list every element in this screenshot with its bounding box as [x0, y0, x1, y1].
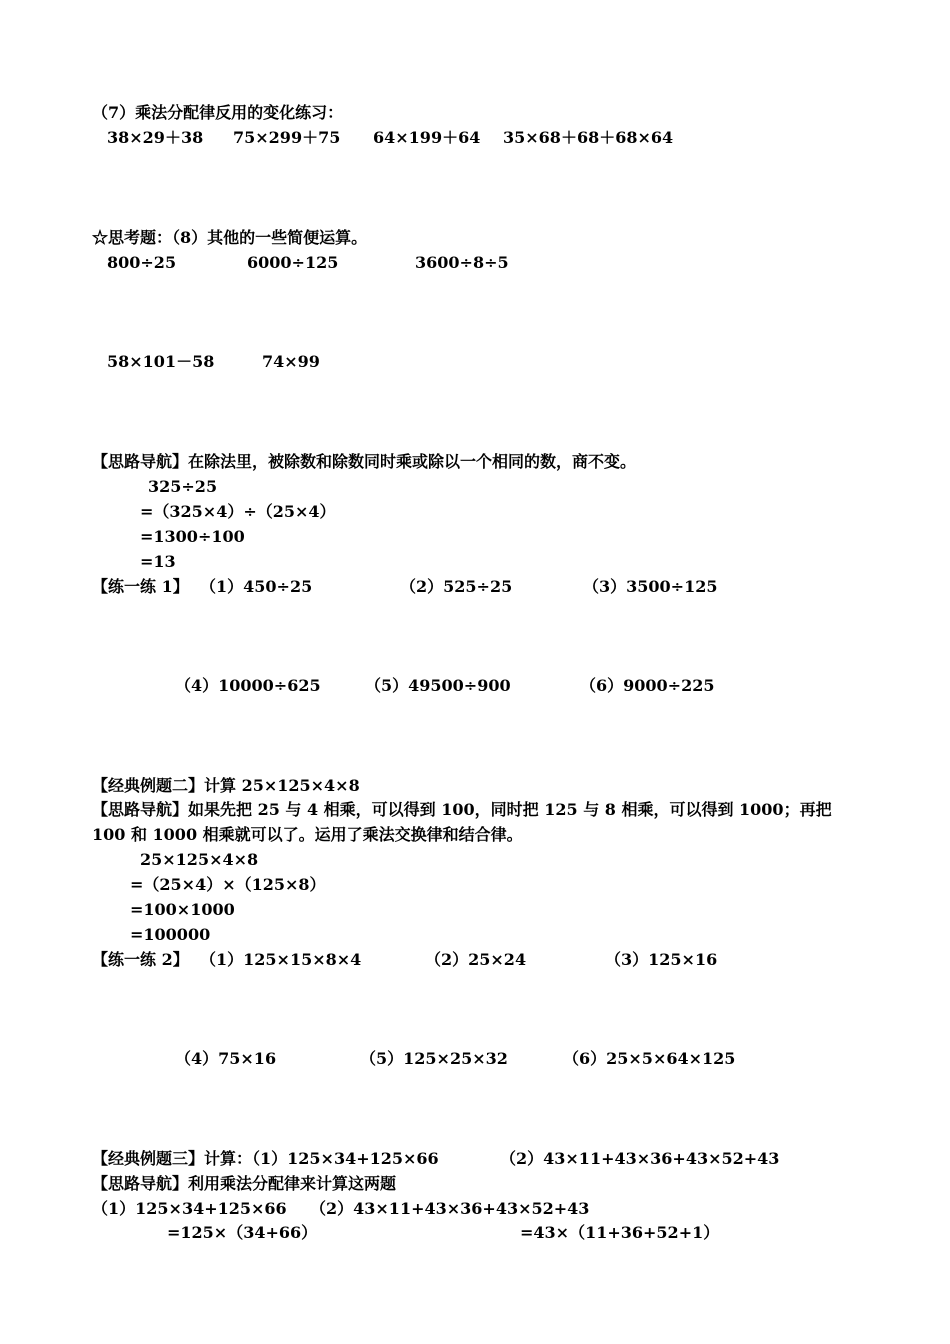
example3-solution-1: （1）125×34+125×66 [92, 1199, 287, 1218]
practice1-problem-1: （1）450÷25 [200, 577, 313, 596]
section7-problem-1: 38×29＋38 [107, 128, 204, 147]
example2-step-3: =100×1000 [130, 900, 235, 919]
example3-solution-2-step: =43×（11+36+52+1） [520, 1223, 720, 1242]
section8-problem-1: 800÷25 [107, 253, 177, 272]
guide1-step-4: =13 [140, 552, 176, 571]
practice2-problem-3: （3）125×16 [605, 950, 718, 969]
example2-guide-line-1: 【思路导航】如果先把 25 与 4 相乘，可以得到 100，同时把 125 与 8 相乘，可以得到 1000；再把 [92, 800, 832, 819]
section8-problem-5: 74×99 [262, 352, 320, 371]
example3-solution-2: （2）43×11+43×36+43×52+43 [310, 1199, 590, 1218]
practice1-problem-6: （6）9000÷225 [580, 676, 715, 695]
guide1-step-1: 325÷25 [148, 477, 218, 496]
example3-guide: 【思路导航】利用乘法分配律来计算这两题 [92, 1174, 397, 1193]
practice1-label: 【练一练 1】 [92, 577, 189, 596]
example2-step-1: 25×125×4×8 [140, 850, 259, 869]
guide1-step-3: =1300÷100 [140, 527, 245, 546]
practice2-problem-6: （6）25×5×64×125 [563, 1049, 736, 1068]
section8-problem-2: 6000÷125 [247, 253, 339, 272]
practice2-problem-2: （2）25×24 [425, 950, 527, 969]
guide1-text: 【思路导航】在除法里，被除数和除数同时乘或除以一个相同的数，商不变。 [92, 452, 637, 471]
example3-solution-1-step: =125×（34+66） [167, 1223, 318, 1242]
example3-title: 【经典例题三】计算：（1）125×34+125×66 [92, 1149, 439, 1168]
practice2-label: 【练一练 2】 [92, 950, 189, 969]
section7-problem-2: 75×299＋75 [233, 128, 341, 147]
example2-title: 【经典例题二】计算 25×125×4×8 [92, 776, 360, 795]
practice2-problem-5: （5）125×25×32 [360, 1049, 508, 1068]
practice1-problem-2: （2）525÷25 [400, 577, 513, 596]
practice1-problem-5: （5）49500÷900 [365, 676, 511, 695]
example2-step-2: =（25×4）×（125×8） [130, 875, 326, 894]
practice2-problem-1: （1）125×15×8×4 [200, 950, 362, 969]
section8-problem-4: 58×101－58 [107, 352, 215, 371]
section8-problem-3: 3600÷8÷5 [415, 253, 509, 272]
section8-heading: ☆思考题：（8）其他的一些简便运算。 [92, 228, 368, 247]
example2-step-4: =100000 [130, 925, 211, 944]
section7-heading: （7）乘法分配律反用的变化练习： [92, 103, 344, 122]
practice2-problem-4: （4）75×16 [175, 1049, 277, 1068]
section7-problem-4: 35×68＋68＋68×64 [503, 128, 674, 147]
practice1-problem-3: （3）3500÷125 [583, 577, 718, 596]
example2-guide-line-2: 100 和 1000 相乘就可以了。运用了乘法交换律和结合律。 [92, 825, 523, 844]
practice1-problem-4: （4）10000÷625 [175, 676, 321, 695]
guide1-step-2: =（325×4）÷（25×4） [140, 502, 336, 521]
example3-title-part2: （2）43×11+43×36+43×52+43 [500, 1149, 780, 1168]
section7-problem-3: 64×199＋64 [373, 128, 481, 147]
